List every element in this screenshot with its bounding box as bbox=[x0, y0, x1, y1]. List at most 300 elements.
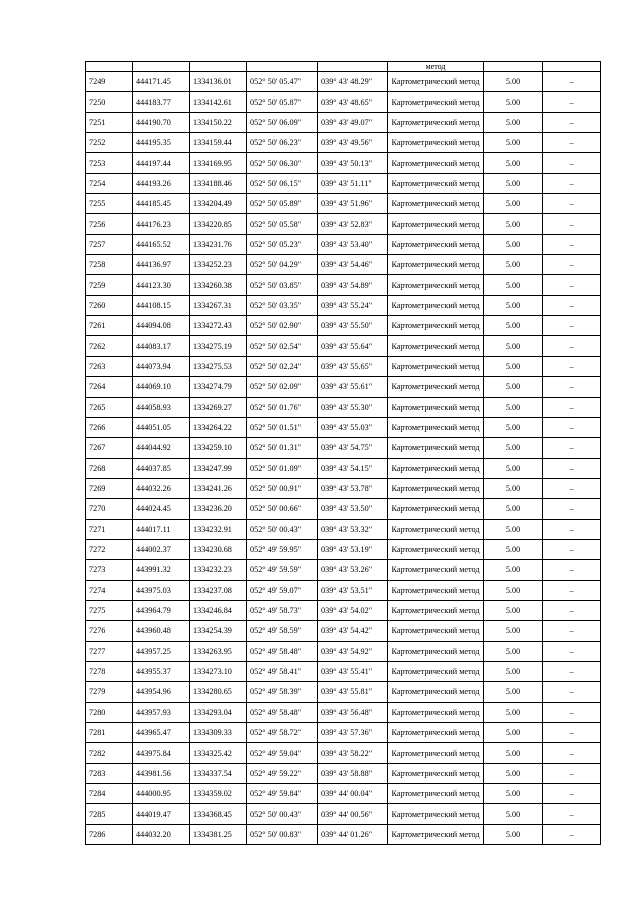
cell-latitude: 052° 50' 05.89" bbox=[247, 194, 318, 214]
cell-latitude: 052° 50' 00.66" bbox=[247, 499, 318, 519]
cell-y: 1334264.22 bbox=[190, 417, 247, 437]
cell-note: – bbox=[543, 234, 601, 254]
cell-x: 444195.35 bbox=[133, 133, 190, 153]
cell-method: Картометрический метод bbox=[388, 316, 484, 336]
cell-method: Картометрический метод bbox=[388, 275, 484, 295]
table-row bbox=[86, 499, 601, 519]
cell-latitude: 052° 50' 06.15" bbox=[247, 173, 318, 193]
table-row bbox=[86, 316, 601, 336]
cell-y: 1334263.95 bbox=[190, 641, 247, 661]
cell-method: Картометрический метод bbox=[388, 438, 484, 458]
cell-note: – bbox=[543, 824, 601, 844]
cell-y: 1334273.10 bbox=[190, 661, 247, 681]
cell-x: 443991.32 bbox=[133, 560, 190, 580]
cell-y: 1334241.26 bbox=[190, 478, 247, 498]
cell-y: 1334254.39 bbox=[190, 621, 247, 641]
cell-y: 1334309.33 bbox=[190, 723, 247, 743]
cell-method: Картометрический метод bbox=[388, 661, 484, 681]
cell-point-number: 7267 bbox=[86, 438, 133, 458]
cell-latitude: 052° 50' 04.29" bbox=[247, 255, 318, 275]
cell-y: 1334232.91 bbox=[190, 519, 247, 539]
cell-y: 1334236.20 bbox=[190, 499, 247, 519]
cell-point-number: 7249 bbox=[86, 72, 133, 92]
cell-longitude: 039° 43' 55.65" bbox=[318, 356, 388, 376]
cell-longitude: 039° 43' 57.36" bbox=[318, 723, 388, 743]
cell-point-number: 7253 bbox=[86, 153, 133, 173]
table-row bbox=[86, 784, 601, 804]
table-row bbox=[86, 723, 601, 743]
cell-point-number: 7261 bbox=[86, 316, 133, 336]
cell-point-number: 7281 bbox=[86, 723, 133, 743]
cell-method: Картометрический метод bbox=[388, 72, 484, 92]
cell-x: 444190.70 bbox=[133, 112, 190, 132]
cell-x: 443955.37 bbox=[133, 661, 190, 681]
cell-method: Картометрический метод bbox=[388, 763, 484, 783]
cell-latitude: 052° 50' 01.76" bbox=[247, 397, 318, 417]
cell-longitude: 039° 43' 55.50" bbox=[318, 316, 388, 336]
table-row bbox=[86, 621, 601, 641]
cell-point-number: 7285 bbox=[86, 804, 133, 824]
cell-point-number: 7260 bbox=[86, 295, 133, 315]
cell-longitude: 039° 43' 53.19" bbox=[318, 539, 388, 559]
continuation-row bbox=[86, 62, 601, 72]
cell-longitude: 039° 43' 53.26" bbox=[318, 560, 388, 580]
cell-accuracy: 5.00 bbox=[484, 682, 543, 702]
table-row bbox=[86, 336, 601, 356]
cell-accuracy: 5.00 bbox=[484, 743, 543, 763]
cell-latitude: 052° 49' 58.48" bbox=[247, 702, 318, 722]
cell-accuracy: 5.00 bbox=[484, 153, 543, 173]
cell-method: Картометрический метод bbox=[388, 539, 484, 559]
cell-latitude: 052° 50' 01.31" bbox=[247, 438, 318, 458]
cell-y: 1334247.99 bbox=[190, 458, 247, 478]
cell-method: Картометрический метод bbox=[388, 153, 484, 173]
cell-point-number: 7284 bbox=[86, 784, 133, 804]
cell-longitude: 039° 43' 52.83" bbox=[318, 214, 388, 234]
cell-longitude: 039° 43' 55.81" bbox=[318, 682, 388, 702]
cell-y: 1334136.01 bbox=[190, 72, 247, 92]
cell-latitude: 052° 49' 59.07" bbox=[247, 580, 318, 600]
cell-accuracy: 5.00 bbox=[484, 438, 543, 458]
cell-accuracy: 5.00 bbox=[484, 702, 543, 722]
table-row bbox=[86, 580, 601, 600]
cell-x: 444017.11 bbox=[133, 519, 190, 539]
cell-longitude: 039° 43' 48.29" bbox=[318, 72, 388, 92]
cell-method: Картометрический метод bbox=[388, 173, 484, 193]
cell-note: – bbox=[543, 295, 601, 315]
table-row bbox=[86, 173, 601, 193]
cell-y bbox=[190, 62, 247, 72]
cell-y: 1334252.23 bbox=[190, 255, 247, 275]
cell-accuracy: 5.00 bbox=[484, 641, 543, 661]
table-row bbox=[86, 275, 601, 295]
cell-accuracy: 5.00 bbox=[484, 356, 543, 376]
cell-point-number: 7254 bbox=[86, 173, 133, 193]
table-row bbox=[86, 804, 601, 824]
table-row bbox=[86, 112, 601, 132]
table-row bbox=[86, 763, 601, 783]
cell-x: 444083.17 bbox=[133, 336, 190, 356]
cell-y: 1334246.84 bbox=[190, 600, 247, 620]
table-row bbox=[86, 214, 601, 234]
cell-method: Картометрический метод bbox=[388, 580, 484, 600]
cell-method: Картометрический метод bbox=[388, 743, 484, 763]
cell-point-number: 7263 bbox=[86, 356, 133, 376]
cell-point-number: 7271 bbox=[86, 519, 133, 539]
cell-note: – bbox=[543, 397, 601, 417]
cell-x: 444136.97 bbox=[133, 255, 190, 275]
cell-method: Картометрический метод bbox=[388, 417, 484, 437]
cell-note: – bbox=[543, 661, 601, 681]
cell-latitude: 052° 50' 01.09" bbox=[247, 458, 318, 478]
cell-method: Картометрический метод bbox=[388, 295, 484, 315]
cell-y: 1334159.44 bbox=[190, 133, 247, 153]
cell-longitude: 039° 43' 55.03" bbox=[318, 417, 388, 437]
cell-accuracy: 5.00 bbox=[484, 72, 543, 92]
cell-longitude: 039° 43' 54.75" bbox=[318, 438, 388, 458]
cell-note: – bbox=[543, 580, 601, 600]
table-row bbox=[86, 519, 601, 539]
cell-point-number: 7262 bbox=[86, 336, 133, 356]
table-row bbox=[86, 133, 601, 153]
cell-x: 444073.94 bbox=[133, 356, 190, 376]
cell-latitude: 052° 50' 03.35" bbox=[247, 295, 318, 315]
document-page bbox=[85, 61, 600, 845]
cell-x: 444069.10 bbox=[133, 377, 190, 397]
table-row bbox=[86, 560, 601, 580]
cell-y: 1334381.25 bbox=[190, 824, 247, 844]
cell-x: 444108.15 bbox=[133, 295, 190, 315]
cell-y: 1334231.76 bbox=[190, 234, 247, 254]
cell-longitude: 039° 43' 58.88" bbox=[318, 763, 388, 783]
table-row bbox=[86, 295, 601, 315]
cell-note: – bbox=[543, 194, 601, 214]
cell-accuracy: 5.00 bbox=[484, 804, 543, 824]
cell-longitude: 039° 43' 54.02" bbox=[318, 600, 388, 620]
cell-point-number: 7258 bbox=[86, 255, 133, 275]
cell-accuracy: 5.00 bbox=[484, 295, 543, 315]
cell-point-number: 7270 bbox=[86, 499, 133, 519]
cell-note bbox=[543, 62, 601, 72]
cell-longitude: 039° 43' 55.64" bbox=[318, 336, 388, 356]
cell-point-number: 7273 bbox=[86, 560, 133, 580]
cell-longitude: 039° 43' 53.40" bbox=[318, 234, 388, 254]
table-row bbox=[86, 377, 601, 397]
cell-y: 1334325.42 bbox=[190, 743, 247, 763]
cell-latitude: 052° 50' 02.54" bbox=[247, 336, 318, 356]
cell-x: 443954.96 bbox=[133, 682, 190, 702]
cell-point-number: 7280 bbox=[86, 702, 133, 722]
cell-x: 444044.92 bbox=[133, 438, 190, 458]
cell-method: Картометрический метод bbox=[388, 804, 484, 824]
cell-latitude: 052° 50' 06.09" bbox=[247, 112, 318, 132]
cell-longitude: 039° 43' 53.32" bbox=[318, 519, 388, 539]
cell-note: – bbox=[543, 621, 601, 641]
cell-method: Картометрический метод bbox=[388, 356, 484, 376]
cell-accuracy: 5.00 bbox=[484, 499, 543, 519]
cell-accuracy: 5.00 bbox=[484, 621, 543, 641]
cell-x: 443975.84 bbox=[133, 743, 190, 763]
cell-longitude: 039° 43' 55.24" bbox=[318, 295, 388, 315]
table-row bbox=[86, 539, 601, 559]
cell-y: 1334220.85 bbox=[190, 214, 247, 234]
cell-point-number: 7257 bbox=[86, 234, 133, 254]
cell-longitude: 039° 43' 53.51" bbox=[318, 580, 388, 600]
cell-note: – bbox=[543, 112, 601, 132]
cell-latitude: 052° 50' 03.85" bbox=[247, 275, 318, 295]
cell-method: Картометрический метод bbox=[388, 560, 484, 580]
cell-latitude: 052° 50' 00.43" bbox=[247, 519, 318, 539]
cell-y: 1334169.95 bbox=[190, 153, 247, 173]
cell-note: – bbox=[543, 682, 601, 702]
cell-note: – bbox=[543, 377, 601, 397]
cell-method: Картометрический метод bbox=[388, 478, 484, 498]
cell-point-number: 7252 bbox=[86, 133, 133, 153]
cell-x: 443975.03 bbox=[133, 580, 190, 600]
cell-point-number: 7283 bbox=[86, 763, 133, 783]
cell-note: – bbox=[543, 560, 601, 580]
cell-point-number: 7250 bbox=[86, 92, 133, 112]
table-row bbox=[86, 234, 601, 254]
cell-longitude: 039° 43' 54.42" bbox=[318, 621, 388, 641]
cell-longitude: 039° 43' 53.50" bbox=[318, 499, 388, 519]
cell-longitude: 039° 43' 49.56" bbox=[318, 133, 388, 153]
cell-x: 444165.52 bbox=[133, 234, 190, 254]
cell-latitude: 052° 50' 02.90" bbox=[247, 316, 318, 336]
cell-longitude: 039° 43' 51.96" bbox=[318, 194, 388, 214]
cell-y: 1334280.65 bbox=[190, 682, 247, 702]
cell-latitude: 052° 50' 01.51" bbox=[247, 417, 318, 437]
cell-accuracy bbox=[484, 62, 543, 72]
cell-longitude: 039° 43' 58.22" bbox=[318, 743, 388, 763]
cell-accuracy: 5.00 bbox=[484, 560, 543, 580]
cell-longitude: 039° 43' 51.11" bbox=[318, 173, 388, 193]
cell-x: 444197.44 bbox=[133, 153, 190, 173]
cell-longitude: 039° 44' 00.56" bbox=[318, 804, 388, 824]
cell-x: 444019.47 bbox=[133, 804, 190, 824]
cell-method: Картометрический метод bbox=[388, 92, 484, 112]
cell-x: 443957.25 bbox=[133, 641, 190, 661]
cell-longitude bbox=[318, 62, 388, 72]
cell-note: – bbox=[543, 356, 601, 376]
cell-method: Картометрический метод bbox=[388, 600, 484, 620]
table-row bbox=[86, 417, 601, 437]
cell-point-number: 7277 bbox=[86, 641, 133, 661]
table-row bbox=[86, 153, 601, 173]
table-row bbox=[86, 641, 601, 661]
cell-longitude: 039° 43' 49.07" bbox=[318, 112, 388, 132]
cell-accuracy: 5.00 bbox=[484, 234, 543, 254]
cell-accuracy: 5.00 bbox=[484, 92, 543, 112]
cell-accuracy: 5.00 bbox=[484, 661, 543, 681]
cell-latitude: 052° 49' 59.59" bbox=[247, 560, 318, 580]
cell-latitude: 052° 50' 02.24" bbox=[247, 356, 318, 376]
cell-y: 1334275.19 bbox=[190, 336, 247, 356]
cell-method: Картометрический метод bbox=[388, 784, 484, 804]
cell-longitude: 039° 43' 54.92" bbox=[318, 641, 388, 661]
cell-longitude: 039° 43' 48.65" bbox=[318, 92, 388, 112]
cell-method: Картометрический метод bbox=[388, 682, 484, 702]
cell-accuracy: 5.00 bbox=[484, 275, 543, 295]
cell-x bbox=[133, 62, 190, 72]
cell-accuracy: 5.00 bbox=[484, 336, 543, 356]
cell-latitude: 052° 49' 58.73" bbox=[247, 600, 318, 620]
cell-latitude: 052° 49' 58.41" bbox=[247, 661, 318, 681]
cell-x: 443964.79 bbox=[133, 600, 190, 620]
cell-note: – bbox=[543, 519, 601, 539]
cell-latitude: 052° 49' 59.84" bbox=[247, 784, 318, 804]
table-row bbox=[86, 72, 601, 92]
cell-method: Картометрический метод bbox=[388, 499, 484, 519]
cell-accuracy: 5.00 bbox=[484, 377, 543, 397]
cell-accuracy: 5.00 bbox=[484, 539, 543, 559]
cell-method: Картометрический метод bbox=[388, 255, 484, 275]
table-row bbox=[86, 743, 601, 763]
cell-x: 444002.37 bbox=[133, 539, 190, 559]
table-row bbox=[86, 397, 601, 417]
cell-method: Картометрический метод bbox=[388, 234, 484, 254]
cell-point-number: 7259 bbox=[86, 275, 133, 295]
cell-point-number: 7286 bbox=[86, 824, 133, 844]
cell-note: – bbox=[543, 763, 601, 783]
table-row bbox=[86, 356, 601, 376]
cell-x: 443957.93 bbox=[133, 702, 190, 722]
cell-accuracy: 5.00 bbox=[484, 112, 543, 132]
cell-method: Картометрический метод bbox=[388, 397, 484, 417]
cell-point-number: 7274 bbox=[86, 580, 133, 600]
cell-x: 444193.26 bbox=[133, 173, 190, 193]
cell-x: 444051.05 bbox=[133, 417, 190, 437]
cell-longitude: 039° 44' 01.26" bbox=[318, 824, 388, 844]
cell-method: Картометрический метод bbox=[388, 621, 484, 641]
cell-method: Картометрический метод bbox=[388, 336, 484, 356]
table-row bbox=[86, 438, 601, 458]
cell-y: 1334260.38 bbox=[190, 275, 247, 295]
cell-point-number: 7272 bbox=[86, 539, 133, 559]
cell-y: 1334275.53 bbox=[190, 356, 247, 376]
cell-point-number: 7255 bbox=[86, 194, 133, 214]
cell-x: 444024.45 bbox=[133, 499, 190, 519]
cell-method: Картометрический метод bbox=[388, 214, 484, 234]
cell-longitude: 039° 43' 54.89" bbox=[318, 275, 388, 295]
cell-note: – bbox=[543, 153, 601, 173]
cell-accuracy: 5.00 bbox=[484, 255, 543, 275]
cell-method: Картометрический метод bbox=[388, 824, 484, 844]
cell-latitude: 052° 49' 58.59" bbox=[247, 621, 318, 641]
cell-accuracy: 5.00 bbox=[484, 133, 543, 153]
cell-x: 443965.47 bbox=[133, 723, 190, 743]
cell-accuracy: 5.00 bbox=[484, 417, 543, 437]
cell-note: – bbox=[543, 499, 601, 519]
table-row bbox=[86, 478, 601, 498]
cell-longitude: 039° 43' 53.78" bbox=[318, 478, 388, 498]
cell-note: – bbox=[543, 458, 601, 478]
cell-point-number: 7276 bbox=[86, 621, 133, 641]
cell-note: – bbox=[543, 600, 601, 620]
cell-x: 444176.23 bbox=[133, 214, 190, 234]
cell-point-number: 7251 bbox=[86, 112, 133, 132]
cell-longitude: 039° 43' 54.15" bbox=[318, 458, 388, 478]
cell-y: 1334359.02 bbox=[190, 784, 247, 804]
cell-point-number: 7268 bbox=[86, 458, 133, 478]
cell-point-number: 7264 bbox=[86, 377, 133, 397]
cell-note: – bbox=[543, 316, 601, 336]
cell-accuracy: 5.00 bbox=[484, 458, 543, 478]
cell-y: 1334150.22 bbox=[190, 112, 247, 132]
cell-y: 1334293.04 bbox=[190, 702, 247, 722]
cell-note: – bbox=[543, 72, 601, 92]
cell-latitude: 052° 49' 58.39" bbox=[247, 682, 318, 702]
cell-accuracy: 5.00 bbox=[484, 478, 543, 498]
cell-note: – bbox=[543, 804, 601, 824]
cell-point-number: 7265 bbox=[86, 397, 133, 417]
cell-longitude: 039° 43' 50.13" bbox=[318, 153, 388, 173]
cell-note: – bbox=[543, 275, 601, 295]
cell-point-number: 7266 bbox=[86, 417, 133, 437]
cell-y: 1334274.79 bbox=[190, 377, 247, 397]
cell-method: Картометрический метод bbox=[388, 133, 484, 153]
cell-note: – bbox=[543, 438, 601, 458]
cell-point-number: 7275 bbox=[86, 600, 133, 620]
cell-y: 1334269.27 bbox=[190, 397, 247, 417]
cell-latitude: 052° 50' 06.23" bbox=[247, 133, 318, 153]
cell-latitude: 052° 49' 59.22" bbox=[247, 763, 318, 783]
cell-latitude: 052° 49' 59.95" bbox=[247, 539, 318, 559]
cell-note: – bbox=[543, 255, 601, 275]
cell-latitude: 052° 50' 00.91" bbox=[247, 478, 318, 498]
coordinates-table bbox=[85, 61, 601, 845]
cell-accuracy: 5.00 bbox=[484, 173, 543, 193]
table-row bbox=[86, 824, 601, 844]
cell-latitude: 052° 50' 00.43" bbox=[247, 804, 318, 824]
cell-x: 444183.77 bbox=[133, 92, 190, 112]
table-row bbox=[86, 92, 601, 112]
cell-note: – bbox=[543, 133, 601, 153]
table-row bbox=[86, 682, 601, 702]
table-body bbox=[86, 62, 601, 845]
cell-latitude: 052° 49' 58.48" bbox=[247, 641, 318, 661]
cell-latitude: 052° 50' 05.87" bbox=[247, 92, 318, 112]
cell-accuracy: 5.00 bbox=[484, 397, 543, 417]
cell-accuracy: 5.00 bbox=[484, 600, 543, 620]
cell-longitude: 039° 43' 55.61" bbox=[318, 377, 388, 397]
cell-longitude: 039° 44' 00.04" bbox=[318, 784, 388, 804]
cell-point-number: 7269 bbox=[86, 478, 133, 498]
cell-latitude: 052° 50' 02.09" bbox=[247, 377, 318, 397]
cell-note: – bbox=[543, 641, 601, 661]
table-row bbox=[86, 600, 601, 620]
cell-method: метод bbox=[388, 62, 484, 72]
cell-note: – bbox=[543, 702, 601, 722]
cell-x: 443960.48 bbox=[133, 621, 190, 641]
cell-y: 1334188.46 bbox=[190, 173, 247, 193]
cell-x: 444058.93 bbox=[133, 397, 190, 417]
cell-longitude: 039° 43' 56.48" bbox=[318, 702, 388, 722]
cell-y: 1334259.10 bbox=[190, 438, 247, 458]
cell-note: – bbox=[543, 214, 601, 234]
cell-latitude: 052° 49' 58.72" bbox=[247, 723, 318, 743]
cell-note: – bbox=[543, 173, 601, 193]
cell-method: Картометрический метод bbox=[388, 194, 484, 214]
table-row bbox=[86, 458, 601, 478]
cell-latitude: 052° 50' 05.58" bbox=[247, 214, 318, 234]
cell-accuracy: 5.00 bbox=[484, 824, 543, 844]
cell-point-number: 7279 bbox=[86, 682, 133, 702]
cell-x: 444171.45 bbox=[133, 72, 190, 92]
cell-method: Картометрический метод bbox=[388, 112, 484, 132]
cell-y: 1334267.31 bbox=[190, 295, 247, 315]
cell-method: Картометрический метод bbox=[388, 519, 484, 539]
